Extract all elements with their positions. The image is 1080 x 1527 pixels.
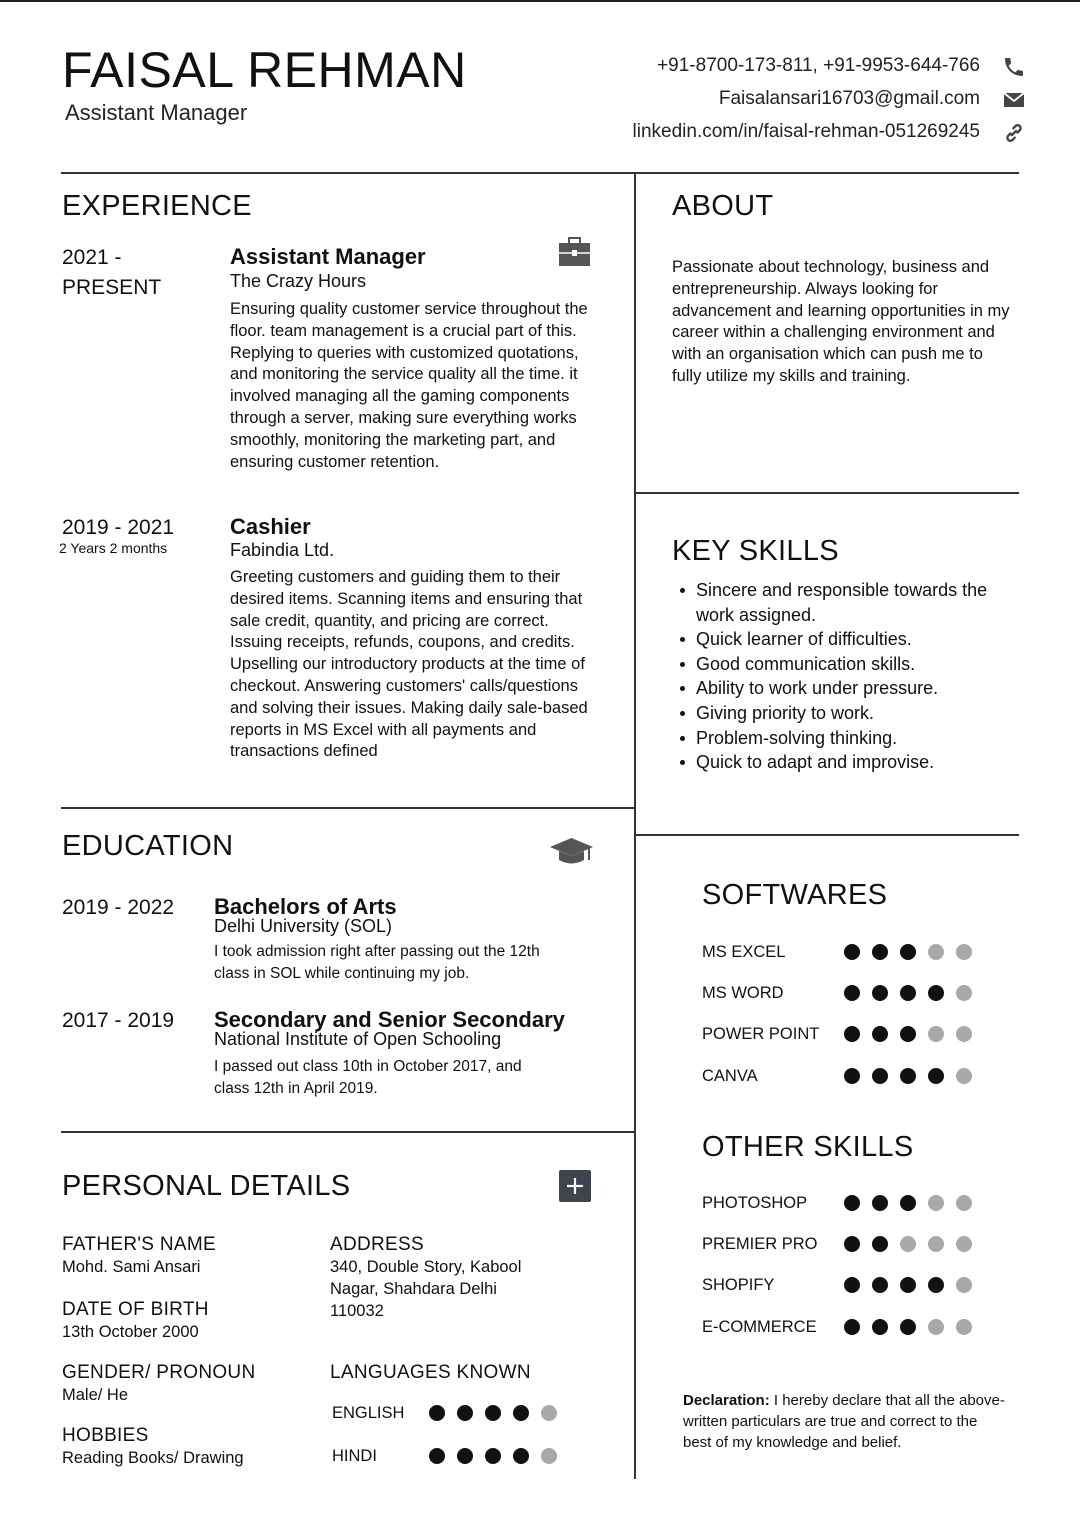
hobbies-label: HOBBIES [62,1425,149,1446]
other-skill-row [702,1316,1002,1338]
plus-square-icon [559,1170,591,1202]
rating-dot-filled [872,1068,888,1084]
hobbies-value: Reading Books/ Drawing [62,1449,244,1467]
candidate-title: Assistant Manager [65,100,248,125]
education-heading: EDUCATION [62,830,234,862]
experience-divider [61,807,635,809]
rating-dot-filled [928,1277,944,1293]
other-skill-name: PREMIER PRO [702,1235,818,1253]
job-description: Greeting customers and guiding them to their desired items. Scanning items and ensuring that sale credit, quantity, and pricing are correct. Issuing receipts, refunds, coupons, and credits. Upselling our introductory products at the time of checkout. Answering customers' calls/questions and solving their issues. Making daily sale-based reports in MS Excel with all payments and transactions defined [230,568,588,761]
education-school: National Institute of Open Schooling [214,1029,502,1049]
column-divider [634,172,636,1479]
rating-dot-empty [928,1319,944,1335]
language-name: HINDI [332,1447,377,1465]
declaration [683,1390,1008,1453]
software-rating [844,985,972,1001]
candidate-name: FAISAL REHMAN [62,42,467,98]
rating-dot-filled [900,1277,916,1293]
rating-dot-empty [928,1195,944,1211]
phone-numbers: +91-8700-173-811, +91-9953-644-766 [657,55,980,76]
rating-dot-filled [872,1236,888,1252]
language-rating [429,1448,557,1464]
software-name: CANVA [702,1067,758,1085]
language-row [332,1402,632,1424]
top-border [0,0,1080,2]
other-skill-name: PHOTOSHOP [702,1194,808,1212]
dob-label: DATE OF BIRTH [62,1299,209,1320]
rating-dot-filled [900,1068,916,1084]
rating-dot-filled [900,1319,916,1335]
education-degree: Bachelors of Arts [214,894,397,919]
father-name-label: FATHER'S NAME [62,1234,216,1255]
rating-dot-empty [956,985,972,1001]
job-title: Cashier [230,514,311,539]
personal-heading: PERSONAL DETAILS [62,1170,351,1202]
software-rating [844,944,972,960]
key-skill-item: Giving priority to work. [672,701,1002,726]
job-date: 2021 - PRESENT [62,246,162,299]
languages-label: LANGUAGES KNOWN [330,1362,531,1383]
phone-icon [1002,55,1026,79]
rating-dot-filled [429,1448,445,1464]
job-duration: 2 Years 2 months [59,540,168,556]
address-value: 340, Double Story, Kabool Nagar, Shahdara Delhi 110032 [330,1258,522,1320]
language-row [332,1445,632,1467]
rating-dot-empty [956,1319,972,1335]
education-school: Delhi University (SOL) [214,916,393,936]
skills-divider [635,834,1019,836]
education-degree: Secondary and Senior Secondary [214,1007,565,1032]
rating-dot-filled [872,1195,888,1211]
software-name: MS WORD [702,984,784,1002]
rating-dot-filled [900,1026,916,1042]
education-divider [61,1131,635,1133]
key-skill-item: Quick to adapt and improvise. [672,750,1002,775]
rating-dot-filled [485,1448,501,1464]
rating-dot-filled [844,944,860,960]
rating-dot-filled [844,1236,860,1252]
rating-dot-filled [928,1068,944,1084]
other-skill-rating [844,1319,972,1335]
rating-dot-filled [844,1068,860,1084]
other-skill-name: SHOPIFY [702,1276,775,1294]
other-skill-row [702,1274,1002,1296]
rating-dot-empty [956,1068,972,1084]
rating-dot-empty [541,1405,557,1421]
rating-dot-filled [872,985,888,1001]
software-name: MS EXCEL [702,943,786,961]
other-skill-row [702,1192,1002,1214]
email-address[interactable]: Faisalansari16703@gmail.com [718,88,980,109]
rating-dot-empty [928,1236,944,1252]
rating-dot-filled [513,1448,529,1464]
rating-dot-empty [956,1277,972,1293]
softwares-heading: SOFTWARES [702,879,888,911]
education-description: I passed out class 10th in October 2017, and class 12th in April 2019. [214,1058,522,1097]
other-skill-name: E-COMMERCE [702,1318,817,1336]
rating-dot-filled [900,985,916,1001]
rating-dot-filled [429,1405,445,1421]
job-company: The Crazy Hours [230,271,367,291]
language-name: ENGLISH [332,1404,405,1422]
linkedin-url[interactable]: linkedin.com/in/faisal-rehman-051269245 [632,121,980,142]
rating-dot-filled [844,1026,860,1042]
software-row [702,982,1002,1004]
experience-heading: EXPERIENCE [62,190,252,222]
software-rating [844,1026,972,1042]
declaration-label: Declaration: [683,1392,770,1409]
about-heading: ABOUT [672,190,774,222]
job-description: Ensuring quality customer service throughout the floor. team management is a crucial part of this. Replying to queries with customized quotations, and monitoring the service quality all the time. it involved managing all the gaming components through a server, making sure everything works smoothly, monitoring the marketing part, and ensuring customer retention. [230,300,588,471]
dob-value: 13th October 2000 [62,1323,199,1341]
rating-dot-filled [900,1195,916,1211]
education-date: 2017 - 2019 [62,1009,175,1032]
rating-dot-filled [872,1026,888,1042]
rating-dot-empty [900,1236,916,1252]
key-skill-item: Ability to work under pressure. [672,676,1002,701]
rating-dot-filled [457,1448,473,1464]
rating-dot-filled [872,1277,888,1293]
rating-dot-empty [541,1448,557,1464]
gender-value: Male/ He [62,1386,129,1404]
software-row [702,1023,1002,1045]
education-description: I took admission right after passing out the 12th class in SOL while continuing my job. [214,943,540,982]
language-rating [429,1405,557,1421]
gender-label: GENDER/ PRONOUN [62,1362,256,1383]
key-skill-item: Quick learner of difficulties. [672,627,1002,652]
rating-dot-filled [513,1405,529,1421]
key-skill-item: Good communication skills. [672,652,1002,677]
about-divider [635,492,1019,494]
software-row [702,1065,1002,1087]
rating-dot-empty [928,944,944,960]
other-skill-rating [844,1277,972,1293]
rating-dot-empty [928,1026,944,1042]
job-title: Assistant Manager [230,244,426,269]
rating-dot-filled [872,1319,888,1335]
rating-dot-filled [844,1277,860,1293]
key-skill-item: Sincere and responsible towards the work assigned. [672,578,1002,627]
software-row [702,941,1002,963]
key-skill-item: Problem-solving thinking. [672,726,1002,751]
rating-dot-filled [844,1195,860,1211]
graduation-cap-icon [549,836,594,868]
briefcase-icon [558,236,591,268]
address-label: ADDRESS [330,1234,424,1255]
rating-dot-filled [457,1405,473,1421]
rating-dot-filled [485,1405,501,1421]
rating-dot-empty [956,1026,972,1042]
rating-dot-empty [956,1236,972,1252]
declaration-text: I hereby declare that all the above-written particulars are true and correct to the best of my knowledge and belief. [683,1392,1005,1451]
job-company: Fabindia Ltd. [230,540,335,560]
software-name: POWER POINT [702,1025,820,1043]
other-skill-rating [844,1236,972,1252]
education-date: 2019 - 2022 [62,896,175,919]
link-icon [1002,121,1026,145]
other-skills-heading: OTHER SKILLS [702,1131,914,1163]
job-date: 2019 - 2021 [62,516,175,539]
key-skills-heading: KEY SKILLS [672,535,839,567]
header-divider [61,172,1019,174]
about-text: Passionate about technology, business and entrepreneurship. Always looking for advancement and learning opportunities in my career within a challenging environment and with an organisation which can push me to fully utilize my skills and training. [672,258,1010,385]
other-skill-rating [844,1195,972,1211]
rating-dot-filled [844,985,860,1001]
software-rating [844,1068,972,1084]
envelope-icon [1002,88,1026,112]
father-name-value: Mohd. Sami Ansari [62,1258,201,1276]
other-skill-row [702,1233,1002,1255]
rating-dot-filled [928,985,944,1001]
rating-dot-empty [956,1195,972,1211]
rating-dot-filled [844,1319,860,1335]
rating-dot-filled [872,944,888,960]
rating-dot-filled [900,944,916,960]
rating-dot-empty [956,944,972,960]
key-skills-list [672,578,1002,775]
